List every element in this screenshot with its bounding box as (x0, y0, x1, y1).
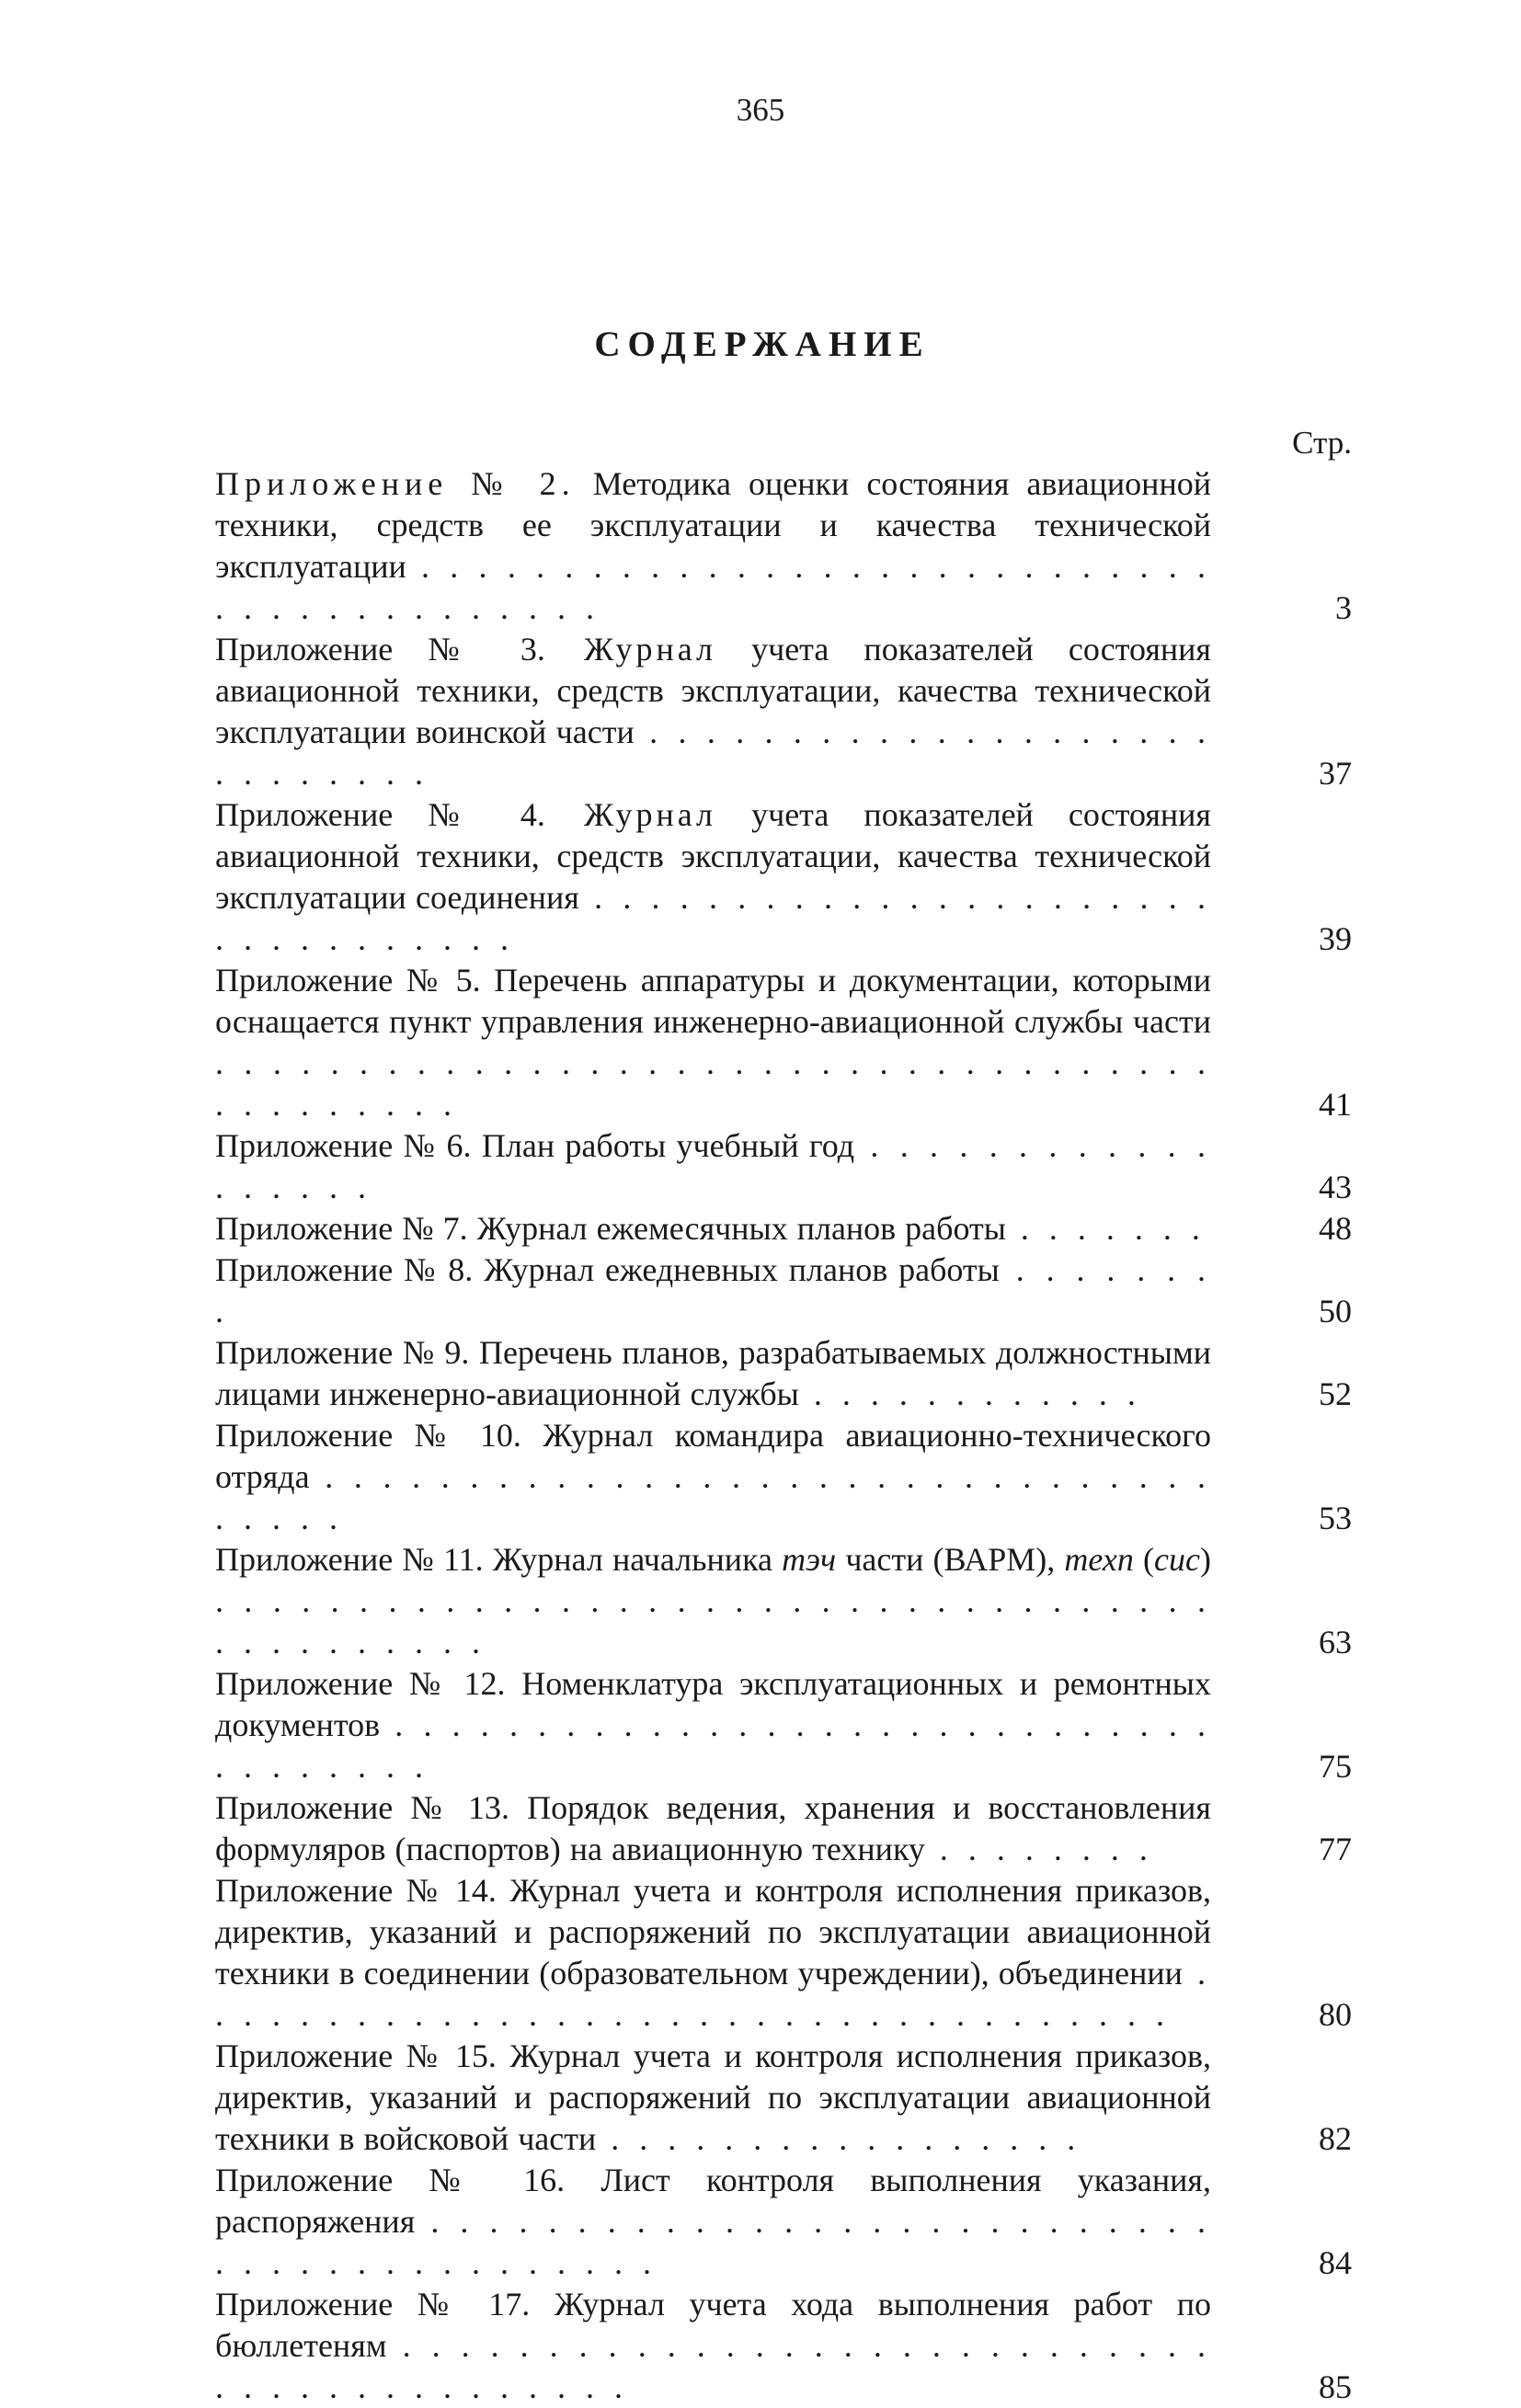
toc-entry-page: 50 (1319, 1293, 1352, 1330)
toc-entry-title: Методика оценки состояния авиационной техники, средств ее эксплуатации и качества технической эксплуатации (215, 465, 1211, 585)
toc-entry[interactable] (215, 1125, 1352, 1208)
toc-entry-leader: . . . . . . . . . . . . . . . . . . . . . . . . . . . . . . . . . . . . . (215, 1706, 1211, 1785)
toc-entry-leader: . . . . . . . . . . . . . . . . . . . . . . . . . . . . (215, 713, 1211, 792)
toc-entry-prefix: Приложение № 6. (215, 1127, 472, 1164)
toc-entry-title: Журнал ежедневных планов работы (473, 1251, 1000, 1288)
toc-entry-page: 39 (1319, 920, 1352, 957)
toc-entry[interactable] (215, 629, 1352, 794)
toc-entry-spaced-word: Журнал (544, 631, 716, 668)
toc-entry-page: 85 (1319, 2368, 1352, 2405)
toc-entry-prefix: Приложение № 12. (215, 1665, 506, 1702)
toc-entry-page: 48 (1319, 1210, 1352, 1247)
toc-entry-title-part: ( (1133, 1541, 1155, 1578)
toc-entry[interactable] (215, 1663, 1352, 1787)
toc-entry[interactable] (215, 1787, 1352, 1870)
toc-entry-leader: . . . . . . . (1005, 1210, 1206, 1247)
toc-entry[interactable] (215, 794, 1352, 960)
toc-entry-title: Журнал учета и контроля исполнения приказов, директив, указаний и распоряжений по эксплуатации авиационной техники в войсковой части (215, 2037, 1211, 2157)
toc-entry-prefix: Приложение № 7. (215, 1210, 468, 1247)
toc-entry-text (215, 2036, 1211, 2160)
toc-entry[interactable] (215, 1870, 1352, 2036)
toc-entry-page: 63 (1319, 1624, 1352, 1660)
toc-entry-prefix: Приложение № 10. (215, 1417, 521, 1454)
toc-entry-title: Лист контроля выполнения указания, распоряжения (215, 2162, 1211, 2240)
toc-entry-text (215, 1415, 1211, 1539)
toc-entry-page: 37 (1319, 755, 1352, 792)
toc-entry-text (215, 1663, 1211, 1787)
toc-entry-title: Журнал начальника (483, 1541, 783, 1578)
toc-entry-prefix: Приложение № 8. (215, 1251, 474, 1288)
toc-entry[interactable] (215, 2036, 1352, 2160)
toc-entry-page: 80 (1319, 1996, 1352, 2033)
toc-entry-text (215, 463, 1211, 629)
toc-entry-title: Перечень аппаратуры и документации, которыми оснащается пункт управления инженерно-авиационной службы части (215, 962, 1211, 1040)
toc-entry-prefix: Приложение № 3. (215, 631, 545, 668)
toc-entry-leader: . . . . . . . . . . . . . . . . . (596, 2120, 1081, 2157)
toc-entry[interactable] (215, 2160, 1352, 2284)
toc-entry[interactable] (215, 960, 1352, 1125)
toc-entry-text (215, 629, 1211, 794)
toc-entry-title: Журнал ежемесячных планов работы (467, 1210, 1006, 1247)
toc-entry-title: Номенклатура эксплуатационных и ремонтных документов (215, 1665, 1211, 1743)
toc-entry-prefix: Приложение № 4. (215, 796, 545, 833)
toc-entry-text (215, 2284, 1211, 2408)
toc-entry-text (215, 1250, 1211, 1332)
toc-entry[interactable] (215, 1539, 1352, 1663)
toc-entry-leader: . . . . . . . . . . . . . . . . . . . . . . . . . . . . . . . . . . . . . . . . . . . (215, 2327, 1211, 2405)
toc-entry-page: 52 (1319, 1375, 1352, 1412)
toc-entry-leader: . . . . . . . . . . . . . . . . . . . . . . . . . . . . . . . . . . . . . . . . . . . . (215, 1044, 1211, 1123)
toc-entry-leader: . . . . . . . . . . . . . . . . . . (215, 1127, 1211, 1205)
toc-entry-spaced-word: Журнал (544, 796, 716, 833)
toc-entry[interactable] (215, 1415, 1352, 1539)
toc-entry-text (215, 1870, 1211, 2036)
toc-entry-title: Журнал учета хода выполнения работ по бюллетеням (215, 2286, 1211, 2364)
toc-entry-text (215, 2160, 1211, 2284)
toc-entry-leader: . . . . . . . . . . . . . . . . . . . . . . . . . . . . . . . . . . . . . . . . . . (215, 548, 1211, 626)
toc-entry[interactable] (215, 1332, 1352, 1415)
toc-entry-leader: . . . . . . . . . . . . . . . . . . . . . . . . . . . . . . . . . . . . . . . . . . . . . (215, 1582, 1211, 1660)
toc-entry-text (215, 1125, 1211, 1208)
toc-entry-leader: . . . . . . . . . . . . . . . . . . . . . . . . . . . . . . . . . . . . (215, 1458, 1211, 1536)
toc-entry[interactable] (215, 1250, 1352, 1332)
toc-entry-italic-abbr: техп (1064, 1541, 1134, 1578)
toc-entry-title-part: части (ВАРМ), (836, 1541, 1065, 1578)
toc-entry-italic-abbr: сис (1154, 1541, 1201, 1578)
toc-entry-prefix: Приложение № 15. (215, 2037, 497, 2074)
toc-entry-title: План работы учебный год (471, 1127, 855, 1164)
toc-entry-text (215, 1539, 1211, 1663)
toc-entry-prefix: Приложение № 9. (215, 1334, 470, 1371)
toc-entry-page: 41 (1319, 1086, 1352, 1123)
toc-entry-prefix: Приложение № 13. (215, 1789, 510, 1826)
toc-entry-leader: . . . . . . . . (215, 1251, 1211, 1330)
toc-entry-prefix: Приложение № 14. (215, 1872, 497, 1909)
page-title: СОДЕРЖАНИЕ (594, 325, 931, 364)
toc-entry-leader: . . . . . . . . . . . . . . . . . . . . . . . . . . . . . . . . . . . (215, 1955, 1212, 2033)
page-column-header: Стр. (1292, 425, 1352, 461)
toc-entry-title: Журнал учета и контроля исполнения приказов, директив, указаний и распоряжений по эксплуатации авиационной техники в соединении (образовательном учреждении), объединении (215, 1872, 1211, 1991)
toc-entry[interactable] (215, 463, 1352, 629)
toc-entry-page: 43 (1319, 1169, 1352, 1205)
toc-entry-page: 77 (1319, 1831, 1352, 1867)
toc-entry-leader: . . . . . . . . . . . . . . . . . . . . . . . . . . . . . . . . . (215, 879, 1212, 957)
toc-entry-text (215, 1208, 1211, 1250)
toc-entry-leader: . . . . . . . . (924, 1831, 1153, 1867)
toc-entry-prefix: Приложение № 17. (215, 2286, 531, 2322)
toc-entry[interactable] (215, 2284, 1352, 2408)
toc-entry-prefix: Приложение № 16. (215, 2162, 566, 2198)
toc-entry-title: учета показателей состояния авиационной техники, средств эксплуатации, качества технической эксплуатации воинской части (215, 631, 1211, 750)
toc-entry-text (215, 960, 1211, 1125)
toc-entry-title-part: ) (1200, 1541, 1212, 1578)
toc-entry-leader: . . . . . . . . . . . . . . . . . . . . . . . . . . . . . . . . . . . . . . . . . . . (215, 2203, 1211, 2281)
toc-entry-page: 53 (1319, 1500, 1352, 1536)
toc-entry-italic-abbr: тэч (782, 1541, 837, 1578)
toc-entry-text (215, 794, 1211, 960)
toc-entry-page: 84 (1319, 2244, 1352, 2281)
toc-entry-page: 3 (1335, 589, 1352, 626)
toc-entry-text (215, 1332, 1211, 1415)
toc-entry-prefix: Приложение № 5. (215, 962, 481, 999)
toc-entry-page: 82 (1319, 2120, 1352, 2157)
toc-entry-leader: . . . . . . . . . . . . (798, 1375, 1141, 1412)
toc-entry-title: Журнал командира авиационно-технического отряда (215, 1417, 1211, 1495)
toc-entry[interactable] (215, 1208, 1352, 1250)
toc-entry-title: Порядок ведения, хранения и восстановления формуляров (паспортов) на авиационную технику (215, 1789, 1211, 1867)
toc-entry-prefix: Приложение № 11. (215, 1541, 484, 1578)
toc-entry-text (215, 1787, 1211, 1870)
page-number: 365 (736, 92, 785, 128)
toc-entry-prefix: Приложение № 2. (215, 465, 576, 502)
table-of-contents (215, 463, 1352, 2408)
toc-entry-title: учета показателей состояния авиационной техники, средств эксплуатации, качества технической эксплуатации соединения (215, 796, 1211, 916)
toc-entry-page: 75 (1319, 1748, 1352, 1785)
toc-entry-title: Перечень планов, разрабатываемых должностными лицами инженерно-авиационной службы (215, 1334, 1211, 1412)
